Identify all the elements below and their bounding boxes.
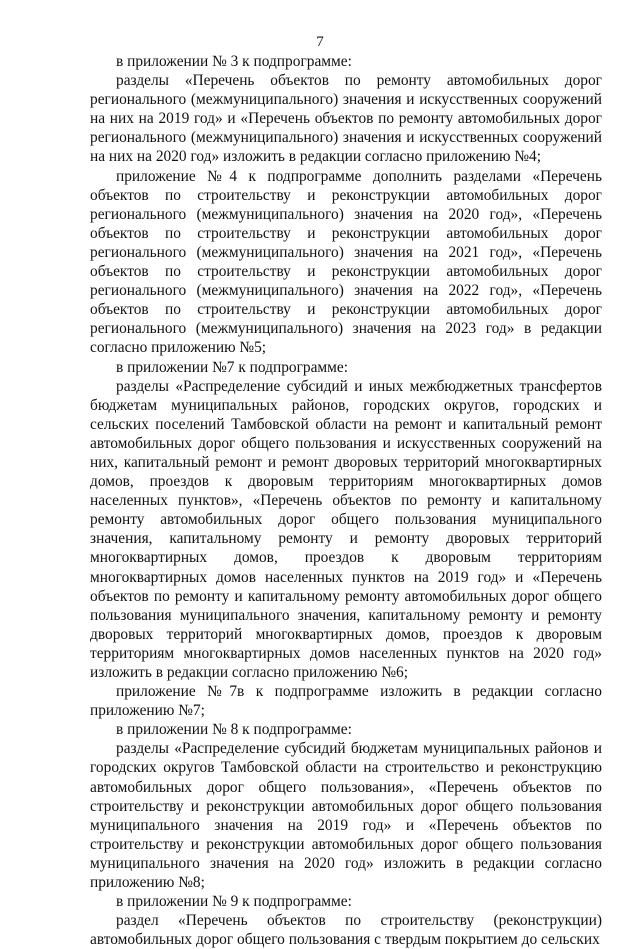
paragraph-appendix8-sections: разделы «Распределение субсидий бюджетам муниципальных районов и городских округов Тамбовской области на строительство и реконструкцию автомобильных дорог общего пользования», «Перечень объектов по строительству и реконструкции автомобильных дорог общего пользования муниципального значения на 2019 год» и «Перечень объектов по строительству и реконструкции автомобильных дорог общего пользования муниципального значения на 2020 год» изложить в редакции согласно приложению №8; [90, 740, 602, 892]
paragraph-appendix9-section: раздел «Перечень объектов по строительству (реконструкции) автомобильных дорог общего пользования с твердым покрытием до сельских [90, 912, 602, 949]
paragraph-appendix9-heading: в приложении № 9 к подпрограмме: [116, 893, 352, 911]
paragraph-appendix3-sections: разделы «Перечень объектов по ремонту автомобильных дорог регионального (межмуниципального) значения и искусственных сооружений на них на 2019 год» и «Перечень объектов по ремонту автомобильных дорог регионального (межмуниципального) значения и искусственных сооружений на них на 2020 год» изложить в редакции согласно приложению №4; [90, 72, 602, 166]
paragraph-appendix7v: приложение №7в к подпрограмме изложить в редакции согласно приложению №7; [90, 683, 602, 720]
paragraph-appendix4-additions: приложение №4 к подпрограмме дополнить разделами «Перечень объектов по строительству и реконструкции автомобильных дорог регионального (межмуниципального) значения на 2020 год», «Перечень объектов по строительству и реконструкции автомобильных дорог регионального (межмуниципального) значения на 2021 год», «Перечень объектов по строительству и реконструкции автомобильных дорог регионального (межмуниципального) значения на 2022 год», «Перечень объектов по строительству и реконструкции автомобильных дорог регионального (межмуниципального) значения на 2023 год» в редакции согласно приложению №5; [90, 167, 602, 357]
paragraph-appendix3-heading: в приложении № 3 к подпрограмме: [116, 53, 352, 70]
document-body [90, 52, 602, 949]
paragraph-appendix7-heading: в приложении №7 к подпрограмме: [116, 358, 349, 376]
paragraph-appendix7-sections: разделы «Распределение субсидий и иных межбюджетных трансфертов бюджетам муниципальных районов, городских округов, городских и сельских поселений Тамбовской области на ремонт и капитальный ремонт автомобильных дорог общего пользования и искусственных сооружений на них, капитальный ремонт и ремонт дворовых территорий многоквартирных домов, проездов к дворовым территориям многоквартирных домов населенных пунктов», «Перечень объектов по ремонту и капитальному ремонту автомобильных дорог общего пользования муниципального значения, капитальному ремонту и ремонту дворовых территорий многоквартирных домов, проездов к дворовым территориям многоквартирных домов населенных пунктов на 2019 год» и «Перечень объектов по ремонту и капитальному ремонту автомобильных дорог общего пользования муниципального значения, капитальному ремонту и ремонту дворовых территорий многоквартирных домов, проездов к дворовым территориям многоквартирных домов населенных пунктов на 2020 год» изложить в редакции согласно приложению №6; [90, 377, 602, 681]
page-number: 7 [316, 34, 324, 50]
paragraph-appendix8-heading: в приложении № 8 к подпрограмме: [116, 721, 352, 739]
